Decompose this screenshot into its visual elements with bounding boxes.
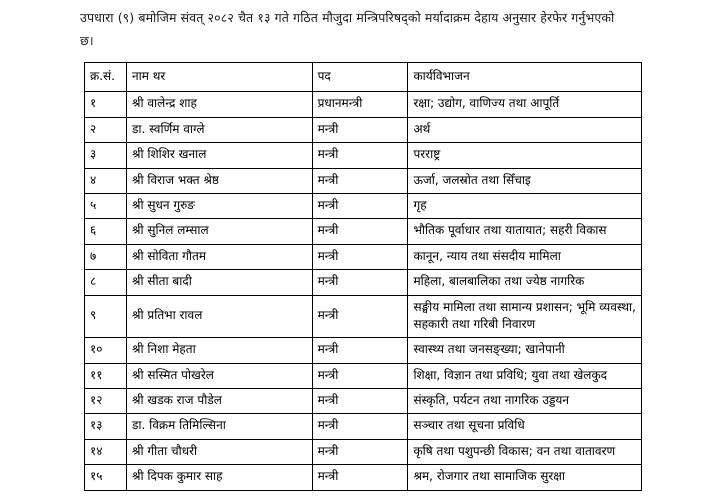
cell-sn: ६ — [85, 219, 127, 244]
cell-sn: १२ — [85, 389, 127, 414]
cell-post: मन्त्री — [312, 143, 408, 168]
cell-post: मन्त्री — [312, 295, 408, 338]
table-row — [85, 270, 642, 295]
cell-post: मन्त्री — [312, 193, 408, 218]
cell-department: रक्षा; उद्योग, वाणिज्य तथा आपूर्ति — [408, 92, 642, 117]
cell-sn: १० — [85, 338, 127, 363]
cell-name: श्री खडक राज पौडेल — [126, 389, 312, 414]
cell-sn: १३ — [85, 414, 127, 439]
table-row — [85, 117, 642, 142]
table-row — [85, 295, 642, 338]
table-row — [85, 465, 642, 490]
table-row — [85, 338, 642, 363]
cell-post: मन्त्री — [312, 338, 408, 363]
cell-sn: २ — [85, 117, 127, 142]
intro-line-2: छ। — [80, 33, 94, 49]
column-header-department: कार्यविभाजन — [408, 63, 642, 92]
cell-department: शिक्षा, विज्ञान तथा प्रविधि; युवा तथा खेलकुद — [408, 363, 642, 388]
cell-post: मन्त्री — [312, 168, 408, 193]
column-header-post: पद — [312, 63, 408, 92]
cell-name: श्री सीता बादी — [126, 270, 312, 295]
table-row — [85, 389, 642, 414]
cell-post: मन्त्री — [312, 363, 408, 388]
cell-department: कृषि तथा पशुपन्छी विकास; वन तथा वातावरण — [408, 439, 642, 464]
table-row — [85, 219, 642, 244]
cell-post: मन्त्री — [312, 439, 408, 464]
cell-department: ऊर्जा, जलस्रोत तथा सिँचाइ — [408, 168, 642, 193]
cell-name: श्री वालेन्द्र शाह — [126, 92, 312, 117]
table-row — [85, 439, 642, 464]
cell-name: श्री दिपक कुमार साह — [126, 465, 312, 490]
table-header-row — [85, 63, 642, 92]
cell-name: श्री विराज भक्त श्रेष्ठ — [126, 168, 312, 193]
cell-department: अर्थ — [408, 117, 642, 142]
cell-name: श्री सोविता गौतम — [126, 244, 312, 269]
cell-post: मन्त्री — [312, 270, 408, 295]
cell-sn: ४ — [85, 168, 127, 193]
cell-sn: ३ — [85, 143, 127, 168]
cell-post: प्रधानमन्त्री — [312, 92, 408, 117]
cell-department: संस्कृति, पर्यटन तथा नागरिक उड्डयन — [408, 389, 642, 414]
table-row — [85, 92, 642, 117]
cell-post: मन्त्री — [312, 219, 408, 244]
cell-post: मन्त्री — [312, 465, 408, 490]
cabinet-table — [84, 62, 642, 491]
cell-name: श्री सुनिल लम्साल — [126, 219, 312, 244]
table-row — [85, 143, 642, 168]
cell-sn: ५ — [85, 193, 127, 218]
table-row — [85, 168, 642, 193]
cell-sn: ७ — [85, 244, 127, 269]
table-body — [85, 92, 642, 490]
cell-name: श्री सुधन गुरुङ — [126, 193, 312, 218]
column-header-sn: क्र.सं. — [85, 63, 127, 92]
column-header-name: नाम थर — [126, 63, 312, 92]
cell-name: श्री शिशिर खनाल — [126, 143, 312, 168]
cell-sn: ११ — [85, 363, 127, 388]
cell-department: सङ्घीय मामिला तथा सामान्य प्रशासन; भूमि व्यवस्था, सहकारी तथा गरिबी निवारण — [408, 295, 642, 338]
cell-department: कानून, न्याय तथा संसदीय मामिला — [408, 244, 642, 269]
cell-post: मन्त्री — [312, 117, 408, 142]
cell-name: श्री गीता चौधरी — [126, 439, 312, 464]
cell-name: श्री प्रतिभा रावल — [126, 295, 312, 338]
table-row — [85, 244, 642, 269]
cell-department: स्वास्थ्य तथा जनसङ्ख्या; खानेपानी — [408, 338, 642, 363]
table-row — [85, 363, 642, 388]
cell-name: श्री सस्मित पोखरेल — [126, 363, 312, 388]
cell-name: डा. विक्रम तिमिल्सिना — [126, 414, 312, 439]
cell-post: मन्त्री — [312, 414, 408, 439]
intro-line-1: उपधारा (९) बमोजिम संवत् २०८२ चैत १३ गते गठित मौजुदा मन्त्रिपरिषद्को मर्यादाक्रम देहाय अनुसार हेरफेर गर्नुभएको — [80, 10, 615, 25]
cell-sn: १५ — [85, 465, 127, 490]
cell-department: भौतिक पूर्वाधार तथा यातायात; सहरी विकास — [408, 219, 642, 244]
cell-post: मन्त्री — [312, 389, 408, 414]
cell-department: महिला, बालबालिका तथा ज्येष्ठ नागरिक — [408, 270, 642, 295]
cell-name: श्री निशा मेहता — [126, 338, 312, 363]
cell-sn: ९ — [85, 295, 127, 338]
table-row — [85, 193, 642, 218]
cell-sn: १४ — [85, 439, 127, 464]
cell-department: परराष्ट्र — [408, 143, 642, 168]
table-row — [85, 414, 642, 439]
cell-name: डा. स्वर्णिम वाग्ले — [126, 117, 312, 142]
cell-department: श्रम, रोजगार तथा सामाजिक सुरक्षा — [408, 465, 642, 490]
cell-sn: ८ — [85, 270, 127, 295]
cell-sn: १ — [85, 92, 127, 117]
cell-department: सञ्चार तथा सूचना प्रविधि — [408, 414, 642, 439]
intro-paragraph — [80, 6, 680, 52]
cell-department: गृह — [408, 193, 642, 218]
cell-post: मन्त्री — [312, 244, 408, 269]
